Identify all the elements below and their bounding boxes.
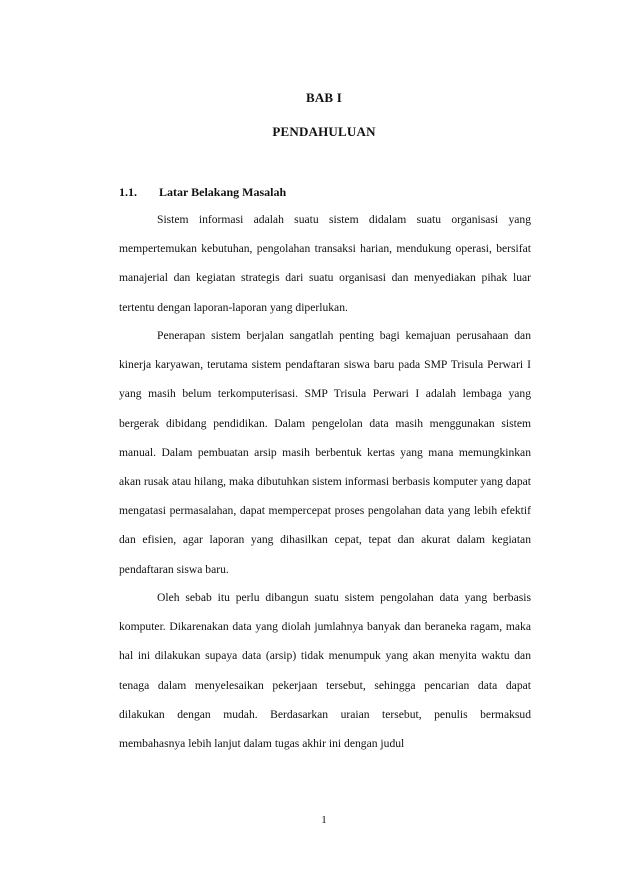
section-heading: [119, 185, 286, 200]
paragraph: Oleh sebab itu perlu dibangun suatu sistem pengolahan data yang berbasis komputer. Dikarenakan data yang diolah jumlahnya banyak dan beraneka ragam, maka hal ini dilakukan supaya data (arsip) tidak menumpuk yang akan menyita waktu dan tenaga dalam menyelesaikan pekerjaan tersebut, sehingga pencarian data dapat dilakukan dengan mudah. Berdasarkan uraian tersebut, penulis bermaksud membahasnya lebih lanjut dalam tugas akhir ini dengan judul: [119, 591, 531, 751]
section-title: Latar Belakang Masalah: [159, 185, 287, 199]
paragraph: Sistem informasi adalah suatu sistem didalam suatu organisasi yang mempertemukan kebutuhan, pengolahan transaksi harian, mendukung operasi, bersifat manajerial dan kegiatan strategis dari suatu organisasi dan menyediakan pihak luar tertentu dengan laporan-laporan yang diperlukan.: [119, 213, 531, 314]
paragraph: Penerapan sistem berjalan sangatlah penting bagi kemajuan perusahaan dan kinerja karyawan, terutama sistem pendaftaran siswa baru pada SMP Trisula Perwari I yang masih belum terkomputerisasi. SMP Trisula Perwari I adalah lembaga yang bergerak dibidang pendidikan. Dalam pengelolan data masih menggunakan sistem manual. Dalam pembuatan arsip masih berbentuk kertas yang mana memungkinkan akan rusak atau hilang, maka dibutuhkan sistem informasi berbasis komputer yang dapat mengatasi permasalahan, dapat mempercepat proses pengolahan data yang lebih efektif dan efisien, agar laporan yang dihasilkan cepat, tepat dan akurat dalam kegiatan pendaftaran siswa baru.: [119, 329, 531, 576]
section-number: 1.1.: [119, 185, 137, 199]
chapter-label: BAB I: [305, 90, 343, 105]
chapter-title: PENDAHULUAN: [272, 124, 376, 139]
page-number: 1: [321, 814, 327, 826]
